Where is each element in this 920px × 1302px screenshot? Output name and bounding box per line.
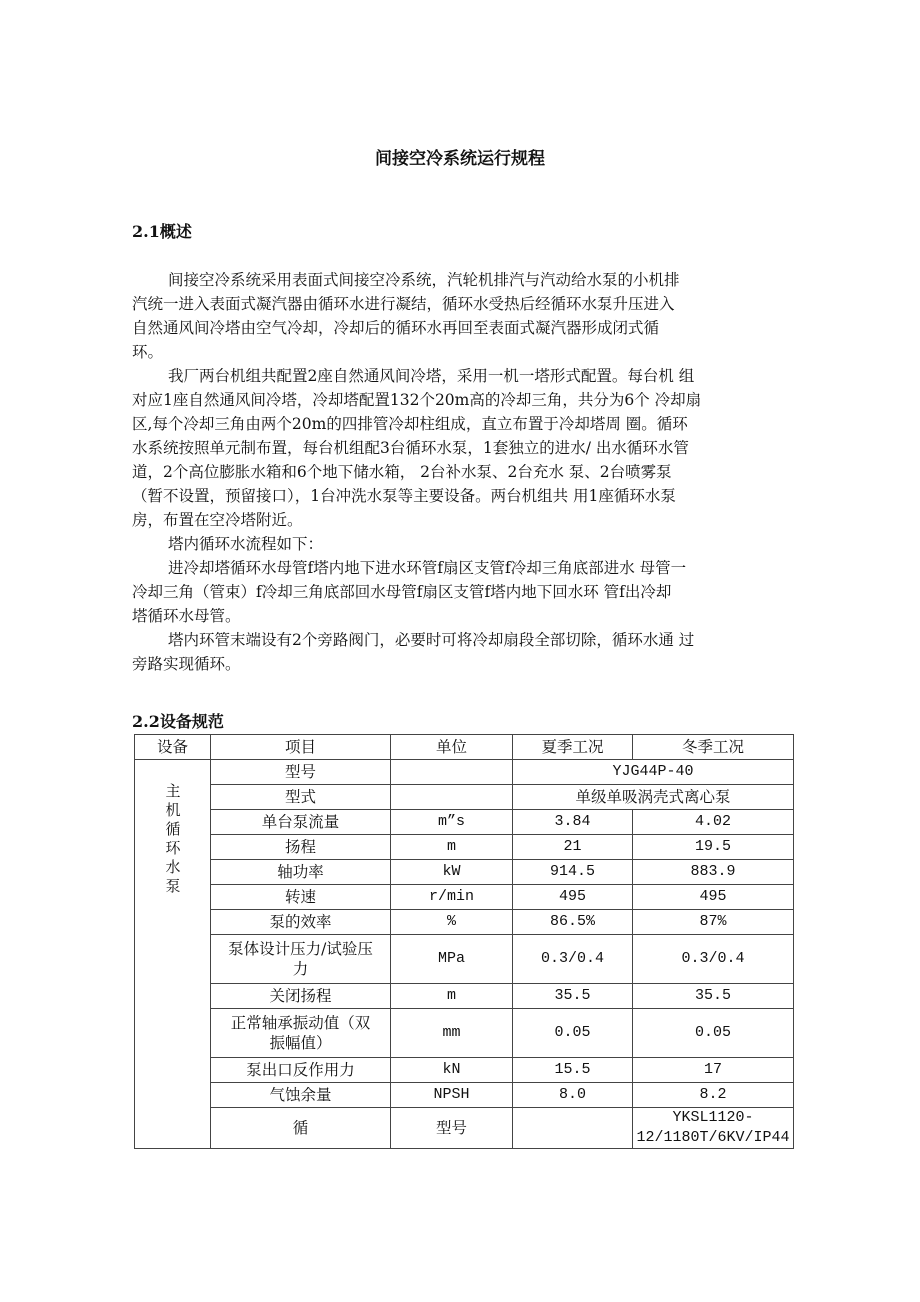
- summer-value-cell: 914.5: [513, 860, 633, 885]
- equipment-spec-table: [134, 734, 794, 1149]
- paragraph-line: 间接空冷系统采用表面式间接空冷系统，汽轮机排汽与汽动给水泵的小机排: [168, 271, 680, 289]
- paragraph-line: 环。: [132, 343, 164, 361]
- item-cell: 泵的效率: [211, 910, 391, 935]
- summer-value-cell: 3.84: [513, 810, 633, 835]
- paragraph-line: 对应1座自然通风间冷塔，冷却塔配置132个20m高的冷却三角，共分为6个 冷却扇: [132, 391, 702, 409]
- paragraph-line: （暂不设置，预留接口），1台冲洗水泵等主要设备。两台机组共 用1座循环水泵: [132, 487, 676, 505]
- winter-value-cell: 0.3/0.4: [633, 935, 794, 984]
- group-label: 主机循环水泵: [165, 782, 181, 895]
- paragraph-line: 房，布置在空冷塔附近。: [132, 511, 303, 529]
- winter-value-cell: 0.05: [633, 1009, 794, 1058]
- group-cell-main-pump: [135, 760, 211, 1149]
- item-cell: 单台泵流量: [211, 810, 391, 835]
- unit-cell: %: [391, 910, 513, 935]
- paragraph-line: 道，2个高位膨胀水箱和6个地下储水箱， 2台补水泵、2台充水 泵、2台喷雾泵: [132, 463, 672, 481]
- winter-value-cell: 19.5: [633, 835, 794, 860]
- section-heading-specs: 2.2设备规范: [132, 712, 224, 731]
- header-cell: 单位: [391, 735, 513, 760]
- paragraph-line: 塔内循环水流程如下：: [168, 535, 324, 553]
- document-title: 间接空冷系统运行规程: [375, 149, 545, 169]
- unit-cell: r/min: [391, 885, 513, 910]
- table-row: [135, 1009, 794, 1058]
- summer-value-cell: 8.0: [513, 1083, 633, 1108]
- paragraph-line: 我厂两台机组共配置2座自然通风间冷塔，采用一机一塔形式配置。每台机 组: [168, 367, 695, 385]
- unit-cell: m: [391, 984, 513, 1009]
- header-cell: 项目: [211, 735, 391, 760]
- unit-cell: kN: [391, 1058, 513, 1083]
- paragraph-line: 塔循环水母管。: [132, 607, 241, 625]
- paragraph-line: 自然通风间冷塔由空气冷却，冷却后的循环水再回至表面式凝汽器形成闭式循: [132, 319, 660, 337]
- table-row: [135, 1083, 794, 1108]
- item-cell: 泵体设计压力/试验压力: [211, 935, 391, 984]
- summer-value-cell: 21: [513, 835, 633, 860]
- table-row: [135, 1058, 794, 1083]
- unit-cell: MPa: [391, 935, 513, 984]
- value-cell: YJG44P-40: [513, 760, 794, 785]
- section-heading-overview: 2.1概述: [132, 222, 192, 241]
- unit-cell: [391, 760, 513, 785]
- paragraph-line: 进冷却塔循环水母管f塔内地下进水环管f扇区支管f冷却三角底部进水 母管一: [168, 559, 687, 577]
- item-cell: 泵出口反作用力: [211, 1058, 391, 1083]
- summer-value-cell: 86.5%: [513, 910, 633, 935]
- value-cell: YKSL1120-12/1180T/6KV/IP44: [633, 1108, 794, 1149]
- item-cell: 转速: [211, 885, 391, 910]
- winter-value-cell: 87%: [633, 910, 794, 935]
- table-row: [135, 835, 794, 860]
- unit-cell: [513, 1108, 633, 1149]
- unit-cell: kW: [391, 860, 513, 885]
- item-cell: 型号: [391, 1108, 513, 1149]
- item-cell: 扬程: [211, 835, 391, 860]
- winter-value-cell: 4.02: [633, 810, 794, 835]
- table-row: [135, 910, 794, 935]
- winter-value-cell: 495: [633, 885, 794, 910]
- group-cell-circ: 循: [211, 1108, 391, 1149]
- header-cell: 设备: [135, 735, 211, 760]
- summer-value-cell: 495: [513, 885, 633, 910]
- item-cell: 轴功率: [211, 860, 391, 885]
- summer-value-cell: 35.5: [513, 984, 633, 1009]
- table-row: [135, 935, 794, 984]
- table-row: [135, 885, 794, 910]
- header-cell: 夏季工况: [513, 735, 633, 760]
- summer-value-cell: 0.3/0.4: [513, 935, 633, 984]
- table-row: [135, 760, 794, 785]
- item-cell: 正常轴承振动值（双振幅值）: [211, 1009, 391, 1058]
- header-cell: 冬季工况: [633, 735, 794, 760]
- winter-value-cell: 883.9: [633, 860, 794, 885]
- unit-cell: NPSH: [391, 1083, 513, 1108]
- unit-cell: m”s: [391, 810, 513, 835]
- paragraph-line: 旁路实现循环。: [132, 655, 241, 673]
- table-row: [135, 860, 794, 885]
- table-row: [135, 810, 794, 835]
- summer-value-cell: 15.5: [513, 1058, 633, 1083]
- unit-cell: mm: [391, 1009, 513, 1058]
- paragraph-line: 汽统一进入表面式凝汽器由循环水进行凝结，循环水受热后经循环水泵升压进入: [132, 295, 675, 313]
- table-row: [135, 785, 794, 810]
- unit-cell: [391, 785, 513, 810]
- item-cell: 气蚀余量: [211, 1083, 391, 1108]
- overview-body: [132, 268, 802, 676]
- winter-value-cell: 17: [633, 1058, 794, 1083]
- winter-value-cell: 35.5: [633, 984, 794, 1009]
- winter-value-cell: 8.2: [633, 1083, 794, 1108]
- summer-value-cell: 0.05: [513, 1009, 633, 1058]
- value-cell: 单级单吸涡壳式离心泵: [513, 785, 794, 810]
- table-row: [135, 984, 794, 1009]
- paragraph-line: 塔内环管末端设有2个旁路阀门，必要时可将冷却扇段全部切除，循环水通 过: [168, 631, 695, 649]
- paragraph-line: 冷却三角（管束）f冷却三角底部回水母管f扇区支管f塔内地下回水环 管f出冷却: [132, 583, 672, 601]
- item-cell: 型号: [211, 760, 391, 785]
- paragraph-line: 区,每个冷却三角由两个20m的四排管冷却柱组成，直立布置于冷却塔周 圈。循环: [132, 415, 688, 433]
- paragraph-line: 水系统按照单元制布置，每台机组配3台循环水泵，1套独立的进水/ 出水循环水管: [132, 439, 689, 457]
- table-header-row: [135, 735, 794, 760]
- item-cell: 型式: [211, 785, 391, 810]
- table-row: [135, 1108, 794, 1149]
- unit-cell: m: [391, 835, 513, 860]
- item-cell: 关闭扬程: [211, 984, 391, 1009]
